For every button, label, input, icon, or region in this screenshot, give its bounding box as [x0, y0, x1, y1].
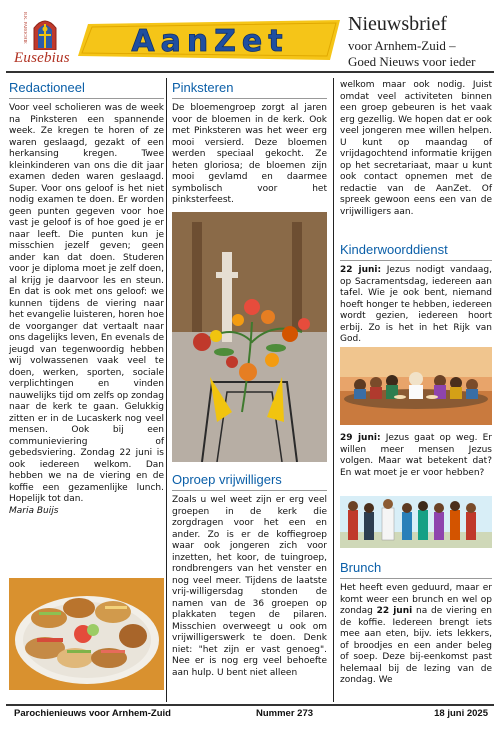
- footer-divider: [6, 704, 494, 706]
- brunch-section: [340, 560, 492, 687]
- item1-date: 22 juni:: [340, 265, 382, 275]
- church-window-icon: [32, 16, 58, 50]
- kinderwoorddienst-item-1: [340, 265, 492, 346]
- kinderwoorddienst-heading: Kinderwoorddienst: [340, 242, 492, 261]
- item1-text: Jezus nodigt vandaag, op Sacramentsdag, iedereen aan tafel. Wie je ook bent, niemand hoeft honger te hebben, iedereen wordt gezien, iedereen hoort erbij. Zo is het in het Rijk van God.: [340, 265, 492, 344]
- kinderwoorddienst-section: [340, 242, 492, 346]
- column-left: [9, 80, 164, 517]
- brunch-body: [340, 583, 492, 687]
- redactioneel-heading: Redactioneel: [9, 80, 164, 99]
- oproep-heading: Oproep vrijwilligers: [172, 472, 327, 491]
- kinderwoorddienst-item-2: [340, 433, 492, 479]
- column-divider-2: [333, 78, 334, 702]
- oproep-section: [172, 472, 327, 679]
- column-middle: [172, 80, 327, 207]
- jesus-followers-image: [340, 496, 492, 548]
- column-right: [340, 80, 492, 218]
- sandwich-platter-image: [9, 578, 164, 690]
- redactioneel-body: Voor veel scholieren was de week na Pinksteren een spannende week. Ze kregen te horen of ze waren geslaagd, gezakt of een herkansing kregen. Twee kleinkinderen van ons die dit jaar examen deden waren geslaagd. Super. Voor ons geloof is het niet nodig examen te doen. Er worden geen punten gegeven voor hoe vast je geloof is of hoe goed je er naar leeft. Die punten kun je misschien jezelf geven; geen ander kan dat doen. Studeren voor je diploma moet je zelf doen, al krijg je daarvoor les en steun. En dat is ook met ons geloof: we kunnen tijdens de viering naar het evangelie luisteren, horen hoe de voorganger dat vertaalt naar ons dagelijks leven, En evenals de jeugd van tegenwoordig hebben wij volwassenen vaak veel te doen, werken, sporten, sociale verplichtingen en vinden nauwelijks tijd om zelfs op zondag naar de kerk te gaan. Gelukkig zitten er in de Lucaskerk nog veel mensen. Ook bij een communieviering of gebedsviering. Zondag 22 juni is ook iedereen welkom. Dan hebben we na de viering en de koffie een gezamenlijke lunch. Hopelijk tot dan.: [9, 103, 164, 504]
- pinksteren-heading: Pinksteren: [172, 80, 327, 99]
- aanzet-banner: [78, 20, 342, 60]
- newsletter-subtitle-line2: Goed Nieuws voor ieder: [348, 54, 476, 69]
- newsletter-title: Nieuwsbrief: [348, 13, 447, 35]
- pinksteren-body: De bloemengroep zorgt al jaren voor de bloemen in de kerk. Ook met Pinksteren was het weer erg mooi versierd. Deze bloemen werden speciaal gekocht. Ze heten gloriosa; de bloemen zijn mooi gevlamd en daarmee symbolisch voor het pinksterfeest.: [172, 103, 327, 205]
- pentecost-flowers-image: [172, 212, 327, 462]
- footer-publication: Parochienieuws voor Arnhem-Zuid: [14, 708, 171, 719]
- oproep-continued: welkom maar ook nodig. Juist omdat veel activiteten binnen een groep gebeuren is het vaak erg gezellig. We hopen dat er ook veel jongeren mee willen helpen. U kunt op maandag of vrijdagochtend informatie krijgen op het secretariaat, maar u kunt ook contact opnemen met de redactie van de AanZet. Of spreek gewoon eens een van de vrijwilligers aan.: [340, 80, 492, 217]
- parish-logo: [8, 8, 68, 70]
- last-supper-image: [340, 347, 492, 425]
- logo-name: Eusebius: [14, 50, 70, 66]
- column-divider-1: [166, 78, 167, 702]
- banner-title: AanZet: [131, 24, 289, 59]
- newsletter-subtitle-line1: voor Arnhem-Zuid –: [348, 38, 456, 53]
- brunch-date: 22 juni: [376, 606, 413, 616]
- logo-arc-text: [8, 8, 32, 48]
- footer-issue-number: Nummer 273: [256, 708, 314, 719]
- brunch-text-b: na de viering en de koffie. Iedereen brengt iets mee aan eten, bijv. iets lekkers, of broodjes en een ander beleg of soep. Deze bij-eenkomst past helemaal bij de lezing van de zondag. We: [340, 606, 492, 685]
- svg-text:R.K. PAROCHIE: R.K. PAROCHIE: [23, 12, 28, 44]
- footer-date: 18 juni 2025: [434, 708, 488, 719]
- oproep-body: Zoals u wel weet zijn er erg veel groepen in de kerk die zorgdragen voor het een en ander. Zo is er de koffiegroep waar ook jongeren zich voor inzetten, het koor, de tuingroep, rondbrengers van het venster en nog veel meer. Tijdens de laatste vrij-willigersdag stonden de namen van de 36 groepen op plakkaten tegen de pilaren. Misschien overweegt u ook om vrijwilligerswerk te doen. Denk niet: "het zijn er vast genoeg". Nee er is nog erg veel behoefte aan hulp. U bent niet alleen: [172, 495, 327, 678]
- redactioneel-signature: Maria Buijs: [9, 505, 59, 516]
- kinderwoorddienst-item-2-block: [340, 433, 492, 479]
- brunch-text-a: Het heeft even geduurd, maar er komt weer een brunch en wel op zondag: [340, 583, 492, 616]
- item2-date: 29 juni:: [340, 433, 381, 443]
- brunch-heading: Brunch: [340, 560, 492, 579]
- item2-text: Jezus gaat op weg. Er willen meer mensen Jezus volgen. Maar wat betekent dat? En wat moet je er voor hebben?: [340, 433, 492, 478]
- header-divider: [6, 71, 494, 73]
